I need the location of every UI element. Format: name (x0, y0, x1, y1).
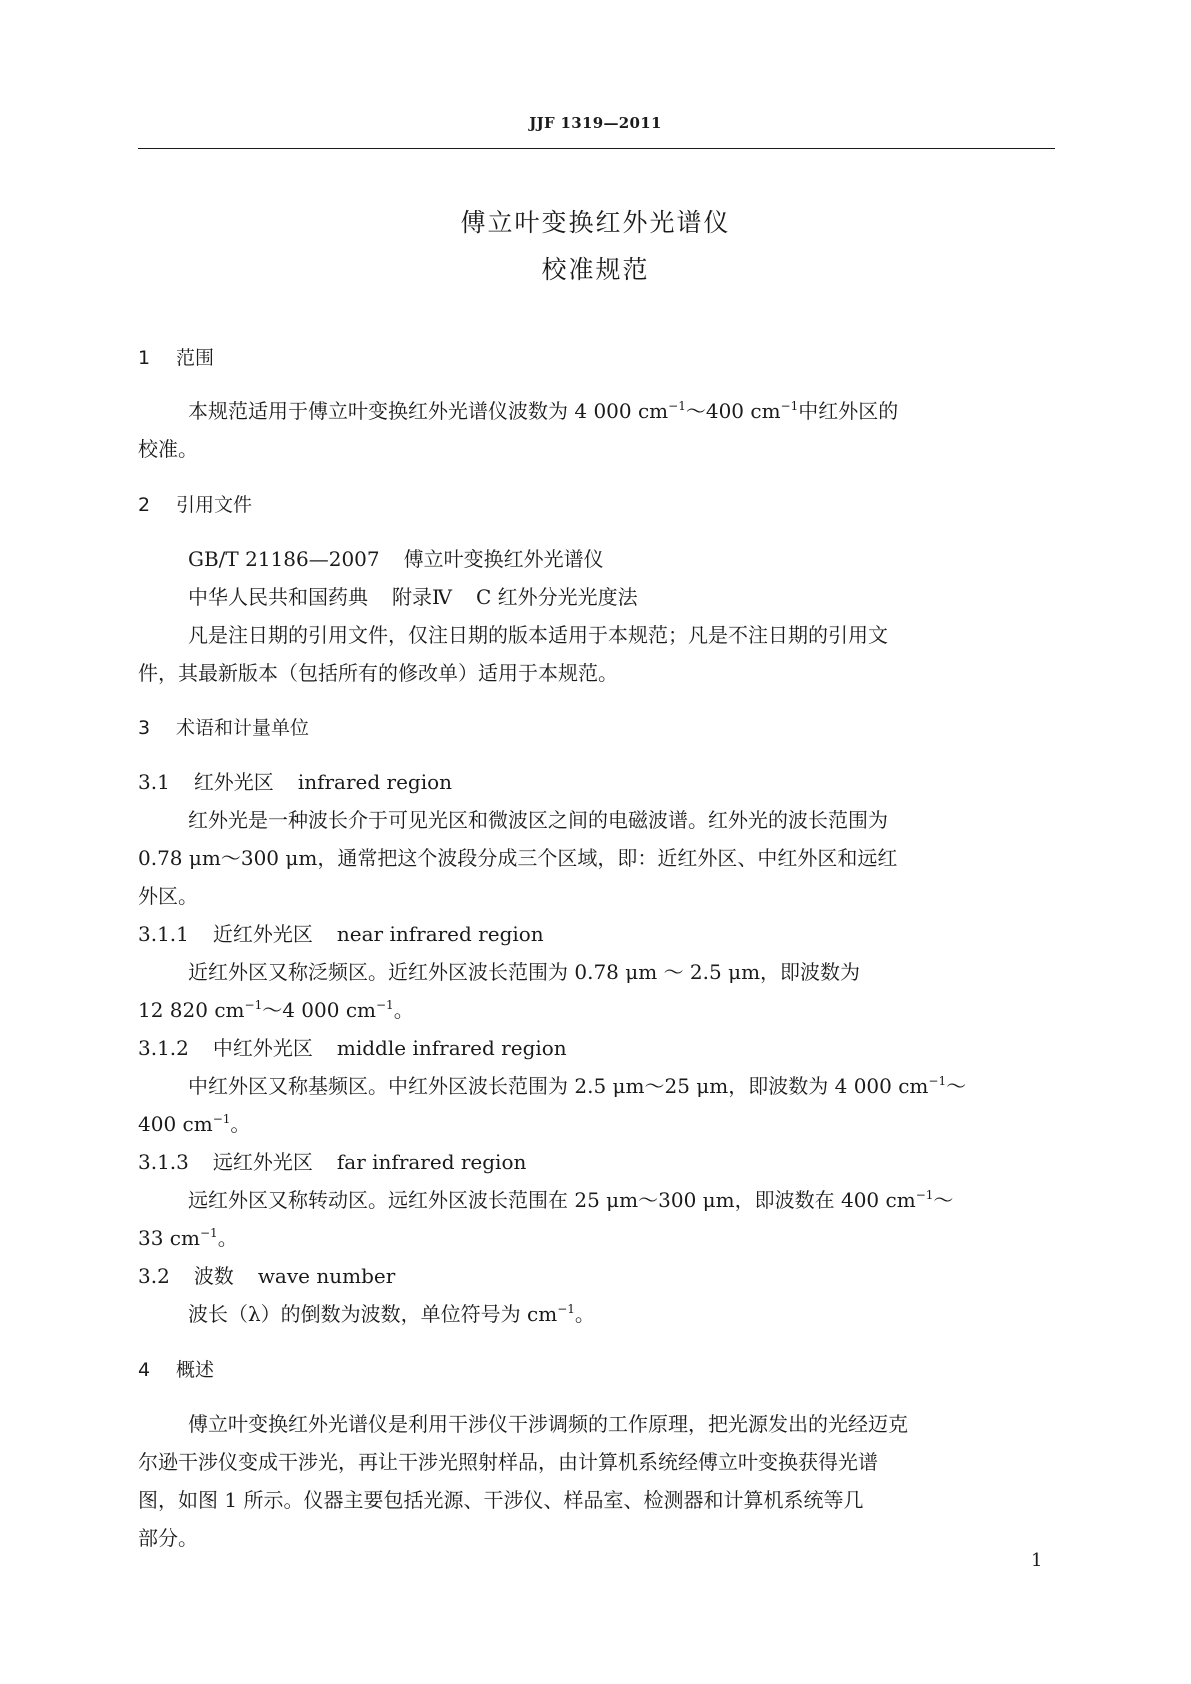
reference-title: 傅立叶变换红外光谱仪 (403, 547, 604, 571)
section-4-heading (138, 1355, 214, 1382)
term-en: wave number (257, 1264, 396, 1288)
term-number: 3.1 (138, 770, 170, 794)
term-en: infrared region (297, 770, 453, 794)
text: 。 (393, 998, 414, 1022)
doc-title-line1: 傅立叶变换红外光谱仪 (460, 208, 731, 237)
overview-line-1: 傅立叶变换红外光谱仪是利用干涉仪干涉调频的工作原理，把光源发出的光经迈克 (188, 1412, 908, 1436)
term-3-1-heading (138, 766, 452, 795)
section-title: 引用文件 (176, 494, 253, 516)
term-cn: 中红外光区 (212, 1036, 313, 1060)
text: 波长（λ）的倒数为波数，单位符号为 cm (188, 1302, 558, 1326)
reference-source: 中华人民共和国药典 (188, 585, 368, 609)
text: 中红外区又称基频区。中红外区波长范围为 2.5 μm～25 μm，即波数为 4 000 cm (188, 1074, 929, 1098)
header-rule (138, 148, 1055, 149)
reference-2 (188, 581, 638, 610)
term-3-1-1-def-line-1: 近红外区又称泛频区。近红外区波长范围为 0.78 μm ～ 2.5 μm，即波数为 (188, 960, 861, 984)
doc-title-line2: 校准规范 (541, 255, 650, 284)
term-3-2-heading (138, 1260, 395, 1289)
superscript: −1 (928, 1074, 947, 1088)
section-1-heading (138, 343, 214, 370)
text: ～ (946, 1074, 967, 1098)
text: 本规范适用于傅立叶变换红外光谱仪波数为 4 000 cm (188, 399, 669, 423)
term-3-2-def-line-1 (188, 1298, 595, 1327)
section-number: 4 (138, 1359, 151, 1381)
term-3-1-3-heading (138, 1146, 526, 1175)
section-number: 2 (138, 494, 151, 516)
text: ～ (933, 1188, 954, 1212)
term-3-1-1-heading (138, 918, 544, 947)
section-number: 1 (138, 347, 151, 369)
term-cn: 红外光区 (193, 770, 274, 794)
superscript: −1 (199, 1226, 218, 1240)
term-cn: 波数 (193, 1264, 234, 1288)
superscript: −1 (212, 1112, 231, 1126)
term-number: 3.1.1 (138, 922, 189, 946)
term-number: 3.1.2 (138, 1036, 189, 1060)
text: 中红外区的 (798, 399, 899, 423)
term-cn: 近红外光区 (212, 922, 313, 946)
text: 。 (574, 1302, 595, 1326)
term-en: near infrared region (336, 922, 544, 946)
reference-1 (188, 543, 604, 572)
text: 400 cm (138, 1112, 213, 1136)
term-3-1-def-line-1: 红外光是一种波长介于可见光区和微波区之间的电磁波谱。红外光的波长范围为 (188, 808, 888, 832)
page-number: 1 (1031, 1550, 1043, 1571)
overview-line-4: 部分。 (138, 1526, 198, 1550)
superscript: −1 (668, 399, 686, 413)
term-number: 3.2 (138, 1264, 170, 1288)
term-en: far infrared region (336, 1150, 527, 1174)
term-3-1-def-line-3: 外区。 (138, 884, 198, 908)
text: 远红外区又称转动区。远红外区波长范围在 25 μm～300 μm，即波数在 400 cm (188, 1188, 916, 1212)
superscript: −1 (557, 1302, 575, 1316)
text: 12 820 cm (138, 998, 245, 1022)
section-title: 范围 (176, 347, 215, 369)
term-3-1-1-def-line-2 (138, 994, 414, 1023)
section-title: 概述 (176, 1359, 215, 1381)
term-3-1-2-heading (138, 1032, 567, 1061)
text: 。 (230, 1112, 251, 1136)
reference-appendix: 附录Ⅳ (392, 585, 452, 609)
text: ～4 000 cm (262, 998, 376, 1022)
superscript: −1 (780, 399, 799, 413)
reference-method: C 红外分光光度法 (475, 585, 638, 609)
reference-note-line-2: 件，其最新版本（包括所有的修改单）适用于本规范。 (138, 661, 618, 685)
overview-line-2: 尔逊干涉仪变成干涉光，再让干涉光照射样品，由计算机系统经傅立叶变换获得光谱 (138, 1450, 878, 1474)
term-3-1-2-def-line-1 (188, 1070, 966, 1099)
superscript: −1 (376, 998, 394, 1012)
reference-code: GB/T 21186—2007 (188, 547, 380, 571)
section-title: 术语和计量单位 (176, 717, 310, 739)
section-number: 3 (138, 717, 151, 739)
term-3-1-2-def-line-2 (138, 1108, 250, 1137)
superscript: −1 (915, 1188, 934, 1202)
document-code-header: JJF 1319—2011 (529, 114, 662, 132)
superscript: −1 (244, 998, 263, 1012)
text: ～400 cm (685, 399, 781, 423)
term-3-1-def-line-2: 0.78 μm～300 μm，通常把这个波段分成三个区域，即：近红外区、中红外区和远红 (138, 846, 898, 870)
overview-line-3: 图，如图 1 所示。仪器主要包括光源、干涉仪、样品室、检测器和计算机系统等几 (138, 1488, 864, 1512)
scope-line-2: 校准。 (138, 437, 198, 461)
text: 。 (217, 1226, 238, 1250)
term-number: 3.1.3 (138, 1150, 189, 1174)
term-cn: 远红外光区 (212, 1150, 313, 1174)
term-3-1-3-def-line-2 (138, 1222, 238, 1251)
term-en: middle infrared region (336, 1036, 567, 1060)
reference-note-line-1: 凡是注日期的引用文件，仅注日期的版本适用于本规范；凡是不注日期的引用文 (188, 623, 888, 647)
scope-line-1 (188, 395, 898, 424)
text: 33 cm (138, 1226, 200, 1250)
section-2-heading (138, 490, 252, 517)
term-3-1-3-def-line-1 (188, 1184, 953, 1213)
section-3-heading (138, 713, 309, 740)
